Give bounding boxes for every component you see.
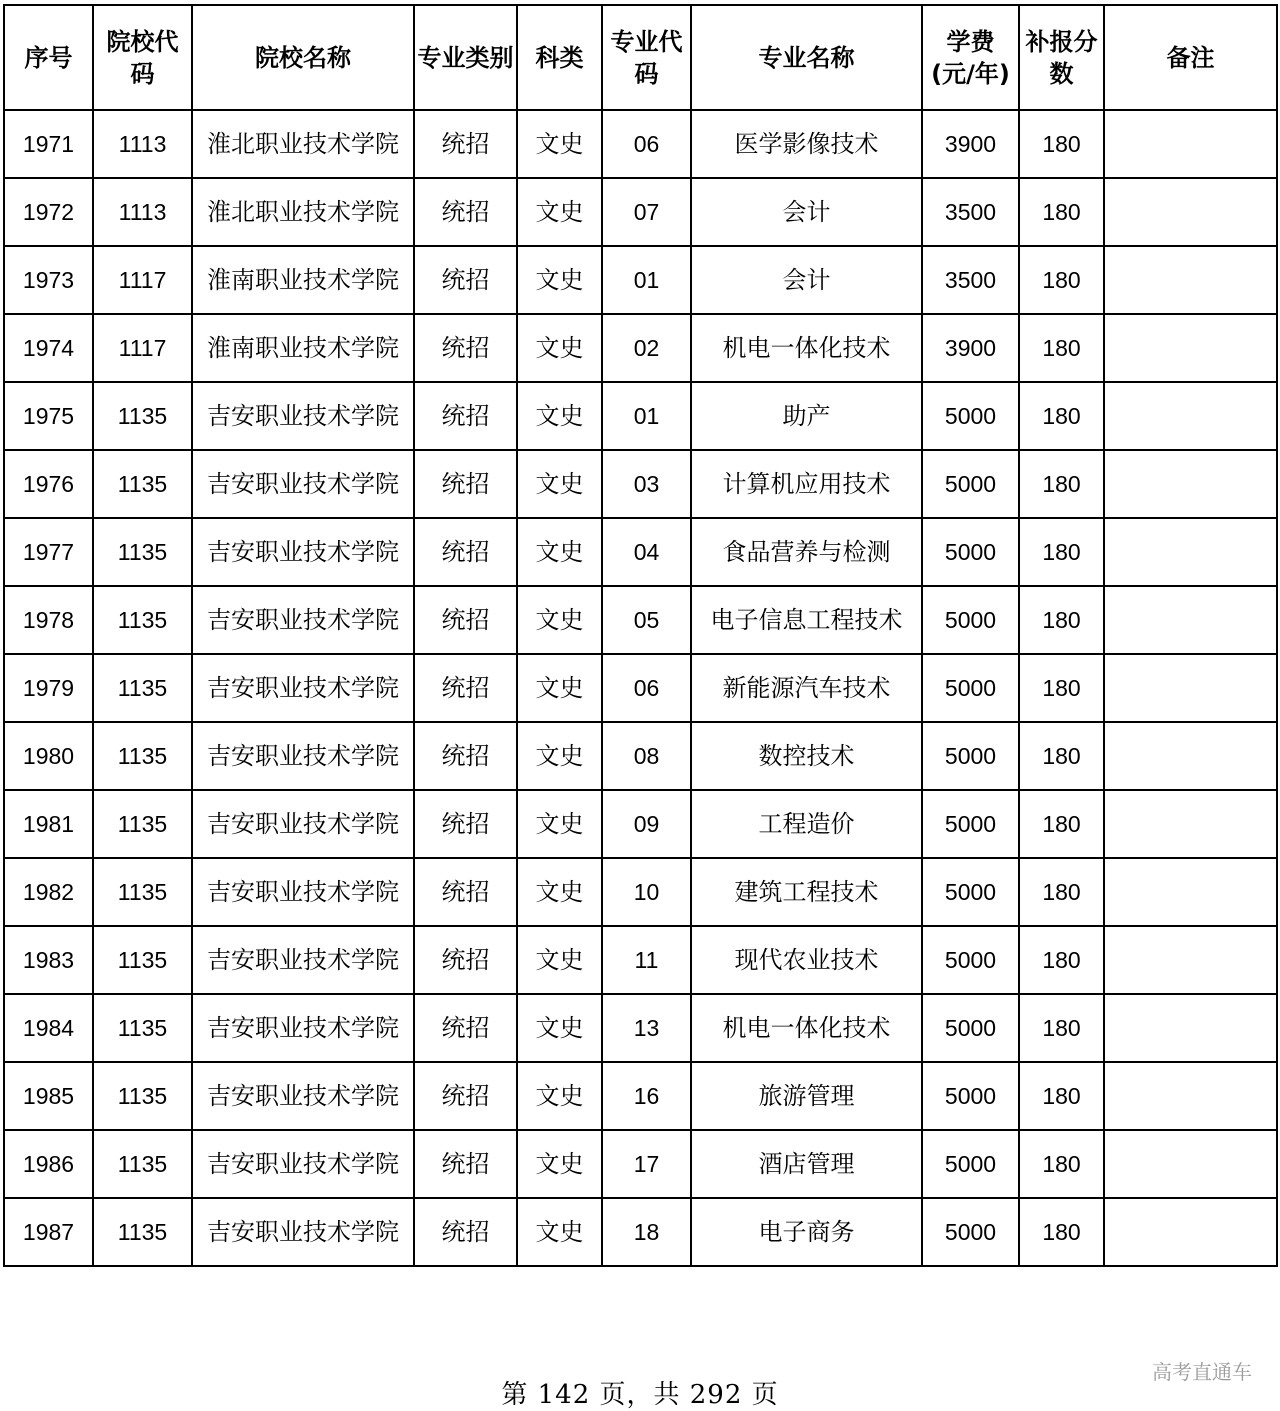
header-row: [4, 5, 1277, 110]
cell-major-type: 统招: [414, 586, 517, 654]
table-row: [4, 382, 1277, 450]
cell-score: 180: [1019, 314, 1104, 382]
cell-remark: [1104, 790, 1277, 858]
cell-seq: 1978: [4, 586, 93, 654]
cell-major-name: 会计: [691, 246, 922, 314]
cell-remark: [1104, 450, 1277, 518]
watermark-text: 高考直通车: [1152, 1360, 1252, 1384]
header-tuition: 学费(元/年): [922, 5, 1019, 110]
cell-school-code: 1117: [93, 246, 192, 314]
cell-tuition: 5000: [922, 586, 1019, 654]
cell-remark: [1104, 314, 1277, 382]
table-row: [4, 722, 1277, 790]
cell-major-name: 新能源汽车技术: [691, 654, 922, 722]
cell-remark: [1104, 858, 1277, 926]
cell-school-name: 吉安职业技术学院: [192, 654, 414, 722]
cell-school-name: 吉安职业技术学院: [192, 1198, 414, 1266]
cell-seq: 1976: [4, 450, 93, 518]
cell-school-code: 1135: [93, 518, 192, 586]
cell-seq: 1984: [4, 994, 93, 1062]
cell-subject: 文史: [517, 994, 602, 1062]
cell-major-type: 统招: [414, 314, 517, 382]
cell-major-name: 工程造价: [691, 790, 922, 858]
cell-tuition: 5000: [922, 1130, 1019, 1198]
table-row: [4, 178, 1277, 246]
cell-subject: 文史: [517, 790, 602, 858]
cell-score: 180: [1019, 654, 1104, 722]
cell-tuition: 5000: [922, 790, 1019, 858]
cell-school-name: 吉安职业技术学院: [192, 586, 414, 654]
table-body: [4, 110, 1277, 1266]
cell-seq: 1971: [4, 110, 93, 178]
cell-seq: 1982: [4, 858, 93, 926]
table-row: [4, 110, 1277, 178]
cell-school-code: 1135: [93, 858, 192, 926]
cell-major-name: 会计: [691, 178, 922, 246]
cell-tuition: 5000: [922, 382, 1019, 450]
cell-school-name: 淮北职业技术学院: [192, 178, 414, 246]
header-remark: 备注: [1104, 5, 1277, 110]
cell-subject: 文史: [517, 722, 602, 790]
cell-major-name: 计算机应用技术: [691, 450, 922, 518]
table-row: [4, 518, 1277, 586]
cell-subject: 文史: [517, 1130, 602, 1198]
cell-major-code: 08: [602, 722, 691, 790]
cell-major-code: 18: [602, 1198, 691, 1266]
cell-remark: [1104, 926, 1277, 994]
header-seq: 序号: [4, 5, 93, 110]
cell-major-code: 06: [602, 110, 691, 178]
cell-major-type: 统招: [414, 994, 517, 1062]
cell-major-code: 17: [602, 1130, 691, 1198]
cell-school-code: 1113: [93, 110, 192, 178]
cell-major-type: 统招: [414, 382, 517, 450]
cell-seq: 1983: [4, 926, 93, 994]
cell-school-code: 1135: [93, 450, 192, 518]
cell-seq: 1985: [4, 1062, 93, 1130]
cell-tuition: 5000: [922, 1062, 1019, 1130]
cell-tuition: 3500: [922, 246, 1019, 314]
cell-major-name: 医学影像技术: [691, 110, 922, 178]
cell-school-name: 淮南职业技术学院: [192, 246, 414, 314]
cell-school-name: 淮北职业技术学院: [192, 110, 414, 178]
cell-subject: 文史: [517, 382, 602, 450]
cell-subject: 文史: [517, 110, 602, 178]
table-row: [4, 858, 1277, 926]
cell-major-type: 统招: [414, 926, 517, 994]
cell-school-code: 1135: [93, 654, 192, 722]
cell-remark: [1104, 518, 1277, 586]
cell-school-code: 1135: [93, 1062, 192, 1130]
cell-major-code: 10: [602, 858, 691, 926]
cell-major-code: 03: [602, 450, 691, 518]
cell-remark: [1104, 722, 1277, 790]
cell-tuition: 5000: [922, 858, 1019, 926]
cell-score: 180: [1019, 110, 1104, 178]
cell-remark: [1104, 1130, 1277, 1198]
cell-major-type: 统招: [414, 858, 517, 926]
cell-major-code: 09: [602, 790, 691, 858]
table-row: [4, 1130, 1277, 1198]
cell-remark: [1104, 1198, 1277, 1266]
cell-major-code: 13: [602, 994, 691, 1062]
cell-school-code: 1135: [93, 994, 192, 1062]
cell-school-name: 吉安职业技术学院: [192, 1130, 414, 1198]
table-row: [4, 246, 1277, 314]
cell-major-name: 食品营养与检测: [691, 518, 922, 586]
cell-remark: [1104, 178, 1277, 246]
cell-major-name: 助产: [691, 382, 922, 450]
cell-school-name: 吉安职业技术学院: [192, 382, 414, 450]
cell-major-type: 统招: [414, 518, 517, 586]
cell-tuition: 5000: [922, 994, 1019, 1062]
table-row: [4, 314, 1277, 382]
cell-score: 180: [1019, 246, 1104, 314]
cell-subject: 文史: [517, 246, 602, 314]
cell-subject: 文史: [517, 450, 602, 518]
cell-major-code: 04: [602, 518, 691, 586]
cell-major-name: 电子信息工程技术: [691, 586, 922, 654]
cell-tuition: 5000: [922, 450, 1019, 518]
cell-school-code: 1135: [93, 382, 192, 450]
table-row: [4, 790, 1277, 858]
cell-tuition: 5000: [922, 654, 1019, 722]
cell-school-code: 1135: [93, 722, 192, 790]
cell-remark: [1104, 586, 1277, 654]
cell-score: 180: [1019, 790, 1104, 858]
cell-school-name: 吉安职业技术学院: [192, 722, 414, 790]
cell-major-type: 统招: [414, 450, 517, 518]
cell-seq: 1975: [4, 382, 93, 450]
cell-school-name: 吉安职业技术学院: [192, 926, 414, 994]
cell-tuition: 3900: [922, 110, 1019, 178]
cell-subject: 文史: [517, 654, 602, 722]
cell-school-name: 吉安职业技术学院: [192, 858, 414, 926]
cell-school-name: 吉安职业技术学院: [192, 790, 414, 858]
cell-major-type: 统招: [414, 790, 517, 858]
cell-score: 180: [1019, 994, 1104, 1062]
cell-seq: 1986: [4, 1130, 93, 1198]
cell-tuition: 5000: [922, 518, 1019, 586]
cell-subject: 文史: [517, 858, 602, 926]
header-school-code: 院校代码: [93, 5, 192, 110]
cell-subject: 文史: [517, 314, 602, 382]
cell-major-type: 统招: [414, 178, 517, 246]
cell-school-code: 1135: [93, 1198, 192, 1266]
cell-score: 180: [1019, 586, 1104, 654]
cell-school-code: 1117: [93, 314, 192, 382]
cell-score: 180: [1019, 178, 1104, 246]
cell-school-name: 淮南职业技术学院: [192, 314, 414, 382]
cell-major-code: 05: [602, 586, 691, 654]
cell-subject: 文史: [517, 1062, 602, 1130]
cell-major-type: 统招: [414, 110, 517, 178]
cell-score: 180: [1019, 382, 1104, 450]
cell-score: 180: [1019, 858, 1104, 926]
cell-seq: 1977: [4, 518, 93, 586]
header-score: 补报分数: [1019, 5, 1104, 110]
cell-score: 180: [1019, 1062, 1104, 1130]
cell-score: 180: [1019, 450, 1104, 518]
cell-seq: 1980: [4, 722, 93, 790]
cell-major-code: 02: [602, 314, 691, 382]
cell-major-type: 统招: [414, 1130, 517, 1198]
cell-school-code: 1135: [93, 926, 192, 994]
table-row: [4, 654, 1277, 722]
cell-seq: 1974: [4, 314, 93, 382]
cell-score: 180: [1019, 926, 1104, 994]
cell-major-code: 11: [602, 926, 691, 994]
cell-major-name: 机电一体化技术: [691, 314, 922, 382]
cell-remark: [1104, 382, 1277, 450]
cell-school-code: 1135: [93, 586, 192, 654]
cell-tuition: 5000: [922, 722, 1019, 790]
cell-major-code: 07: [602, 178, 691, 246]
cell-major-name: 旅游管理: [691, 1062, 922, 1130]
cell-subject: 文史: [517, 178, 602, 246]
table-row: [4, 586, 1277, 654]
cell-school-name: 吉安职业技术学院: [192, 994, 414, 1062]
table-row: [4, 450, 1277, 518]
cell-remark: [1104, 1062, 1277, 1130]
cell-seq: 1987: [4, 1198, 93, 1266]
cell-score: 180: [1019, 518, 1104, 586]
cell-remark: [1104, 246, 1277, 314]
cell-remark: [1104, 994, 1277, 1062]
cell-seq: 1979: [4, 654, 93, 722]
cell-school-code: 1113: [93, 178, 192, 246]
cell-major-name: 机电一体化技术: [691, 994, 922, 1062]
cell-major-name: 数控技术: [691, 722, 922, 790]
cell-major-type: 统招: [414, 246, 517, 314]
cell-tuition: 5000: [922, 926, 1019, 994]
cell-major-code: 01: [602, 382, 691, 450]
cell-school-code: 1135: [93, 790, 192, 858]
cell-tuition: 5000: [922, 1198, 1019, 1266]
cell-remark: [1104, 654, 1277, 722]
cell-major-type: 统招: [414, 1198, 517, 1266]
table-row: [4, 926, 1277, 994]
header-subject: 科类: [517, 5, 602, 110]
cell-major-code: 16: [602, 1062, 691, 1130]
page-number: 第 142 页，共 292 页: [501, 1380, 779, 1410]
header-major-type: 专业类别: [414, 5, 517, 110]
cell-score: 180: [1019, 1198, 1104, 1266]
cell-subject: 文史: [517, 518, 602, 586]
cell-score: 180: [1019, 722, 1104, 790]
cell-school-name: 吉安职业技术学院: [192, 450, 414, 518]
cell-major-type: 统招: [414, 1062, 517, 1130]
cell-major-code: 01: [602, 246, 691, 314]
cell-tuition: 3500: [922, 178, 1019, 246]
header-major-name: 专业名称: [691, 5, 922, 110]
cell-major-code: 06: [602, 654, 691, 722]
cell-major-name: 建筑工程技术: [691, 858, 922, 926]
table-row: [4, 1062, 1277, 1130]
cell-major-type: 统招: [414, 722, 517, 790]
cell-subject: 文史: [517, 926, 602, 994]
header-school-name: 院校名称: [192, 5, 414, 110]
cell-tuition: 3900: [922, 314, 1019, 382]
cell-score: 180: [1019, 1130, 1104, 1198]
cell-school-code: 1135: [93, 1130, 192, 1198]
cell-school-name: 吉安职业技术学院: [192, 518, 414, 586]
cell-seq: 1972: [4, 178, 93, 246]
table-row: [4, 994, 1277, 1062]
cell-major-name: 电子商务: [691, 1198, 922, 1266]
cell-subject: 文史: [517, 586, 602, 654]
admission-table: [3, 4, 1278, 1267]
cell-seq: 1973: [4, 246, 93, 314]
cell-major-type: 统招: [414, 654, 517, 722]
cell-major-name: 现代农业技术: [691, 926, 922, 994]
header-major-code: 专业代码: [602, 5, 691, 110]
cell-remark: [1104, 110, 1277, 178]
cell-major-name: 酒店管理: [691, 1130, 922, 1198]
table-row: [4, 1198, 1277, 1266]
cell-seq: 1981: [4, 790, 93, 858]
cell-school-name: 吉安职业技术学院: [192, 1062, 414, 1130]
cell-subject: 文史: [517, 1198, 602, 1266]
